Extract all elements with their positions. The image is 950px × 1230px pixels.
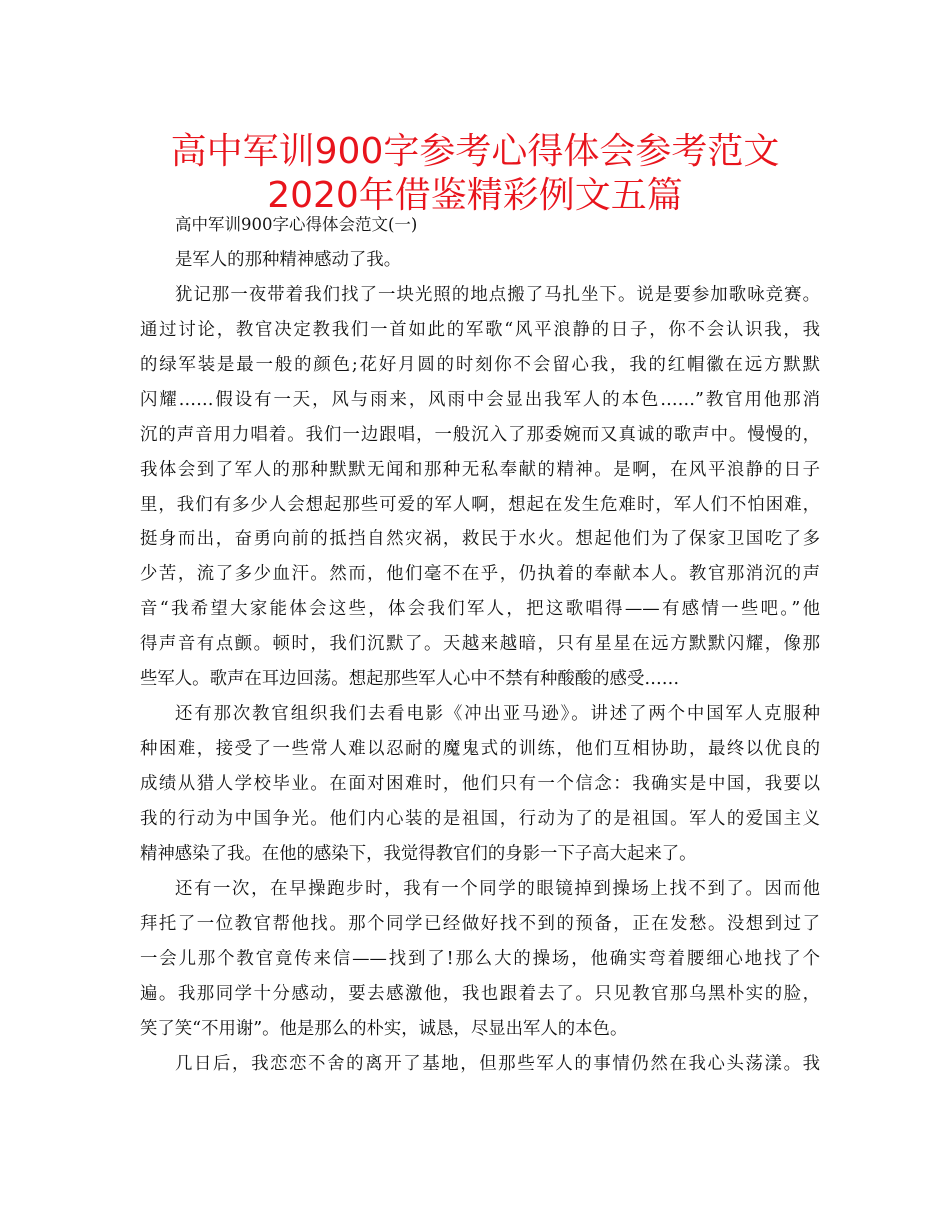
text-line: 通过讨论，教官决定教我们一首如此的军歌“风平浪静的日子，你不会认识我，我 bbox=[140, 319, 820, 340]
text-line: 的绿军装是最一般的颜色;花好月圆的时刻你不会留心我，我的红帽徽在远方默默 bbox=[140, 354, 820, 375]
text-line: 得声音有点颤。顿时，我们沉默了。天越来越暗，只有星星在远方默默闪耀，像那 bbox=[140, 634, 820, 655]
text-line: 些军人。歌声在耳边回荡。想起那些军人心中不禁有种酸酸的感受…… bbox=[140, 669, 680, 690]
text-line: 遍。我那同学十分感动，要去感激他，我也跟着去了。只见教官那乌黑朴实的脸， bbox=[140, 983, 820, 1004]
text-line: 精神感染了我。在他的感染下，我觉得教官们的身影一下子高大起来了。 bbox=[140, 843, 697, 864]
text-line: 一会儿那个教官竟传来信——找到了!那么大的操场，他确实弯着腰细心地找了个 bbox=[140, 948, 820, 969]
text-line: 种困难，接受了一些常人难以忍耐的魔鬼式的训练，他们互相协助，最终以优良的 bbox=[140, 739, 820, 760]
text-line: 挺身而出，奋勇向前的抵挡自然灾祸，救民于水火。想起他们为了保家卫国吃了多 bbox=[140, 529, 820, 550]
text-line: 音“我希望大家能体会这些，体会我们军人，把这歌唱得——有感情一些吧。”他 bbox=[140, 599, 820, 620]
text-line: 犹记那一夜带着我们找了一块光照的地点搬了马扎坐下。说是要参加歌咏竞赛。 bbox=[175, 284, 820, 305]
text-line: 里，我们有多少人会想起那些可爱的军人啊，想起在发生危难时，军人们不怕困难， bbox=[140, 494, 820, 515]
text-line: 成绩从猎人学校毕业。在面对困难时，他们只有一个信念：我确实是中国，我要以 bbox=[140, 774, 820, 794]
text-line: 几日后，我恋恋不舍的离开了基地，但那些军人的事情仍然在我心头荡漾。我 bbox=[175, 1053, 820, 1074]
text-line: 闪耀……假设有一天，风与雨来，风雨中会显出我军人的本色……”教官用他那消 bbox=[140, 389, 820, 410]
text-line: 还有那次教官组织我们去看电影《冲出亚马逊》。讲述了两个中国军人克服种 bbox=[175, 704, 820, 725]
text-line: 我的行动为中国争光。他们内心装的是祖国，行动为了的是祖国。军人的爱国主义 bbox=[140, 808, 820, 829]
document-body bbox=[140, 208, 820, 1081]
text-line: 拜托了一位教官帮他找。那个同学已经做好找不到的预备，正在发愁。没想到过了 bbox=[140, 913, 820, 934]
text-line: 还有一次，在早操跑步时，我有一个同学的眼镜掉到操场上找不到了。因而他 bbox=[175, 878, 820, 899]
document-title-line-2: 2020年借鉴精彩例文五篇 bbox=[267, 175, 683, 216]
text-line: 我体会到了军人的那种默默无闻和那种无私奉献的精神。是啊，在风平浪静的日子 bbox=[140, 459, 820, 480]
text-line: 沉的声音用力唱着。我们一边跟唱，一般沉入了那委婉而又真诚的歌声中。慢慢的， bbox=[140, 424, 820, 445]
section-heading: 高中军训900字心得体会范文(一) bbox=[175, 215, 418, 234]
document-title-line-1: 高中军训900字参考心得体会参考范文 bbox=[170, 131, 780, 172]
text-line: 是军人的那种精神感动了我。 bbox=[175, 249, 402, 270]
text-line: 笑了笑“不用谢”。他是那么的朴实，诚恳，尽显出军人的本色。 bbox=[140, 1018, 628, 1039]
text-line: 少苦，流了多少血汗。然而，他们毫不在乎，仍执着的奉献本人。教官那消沉的声 bbox=[140, 564, 820, 585]
